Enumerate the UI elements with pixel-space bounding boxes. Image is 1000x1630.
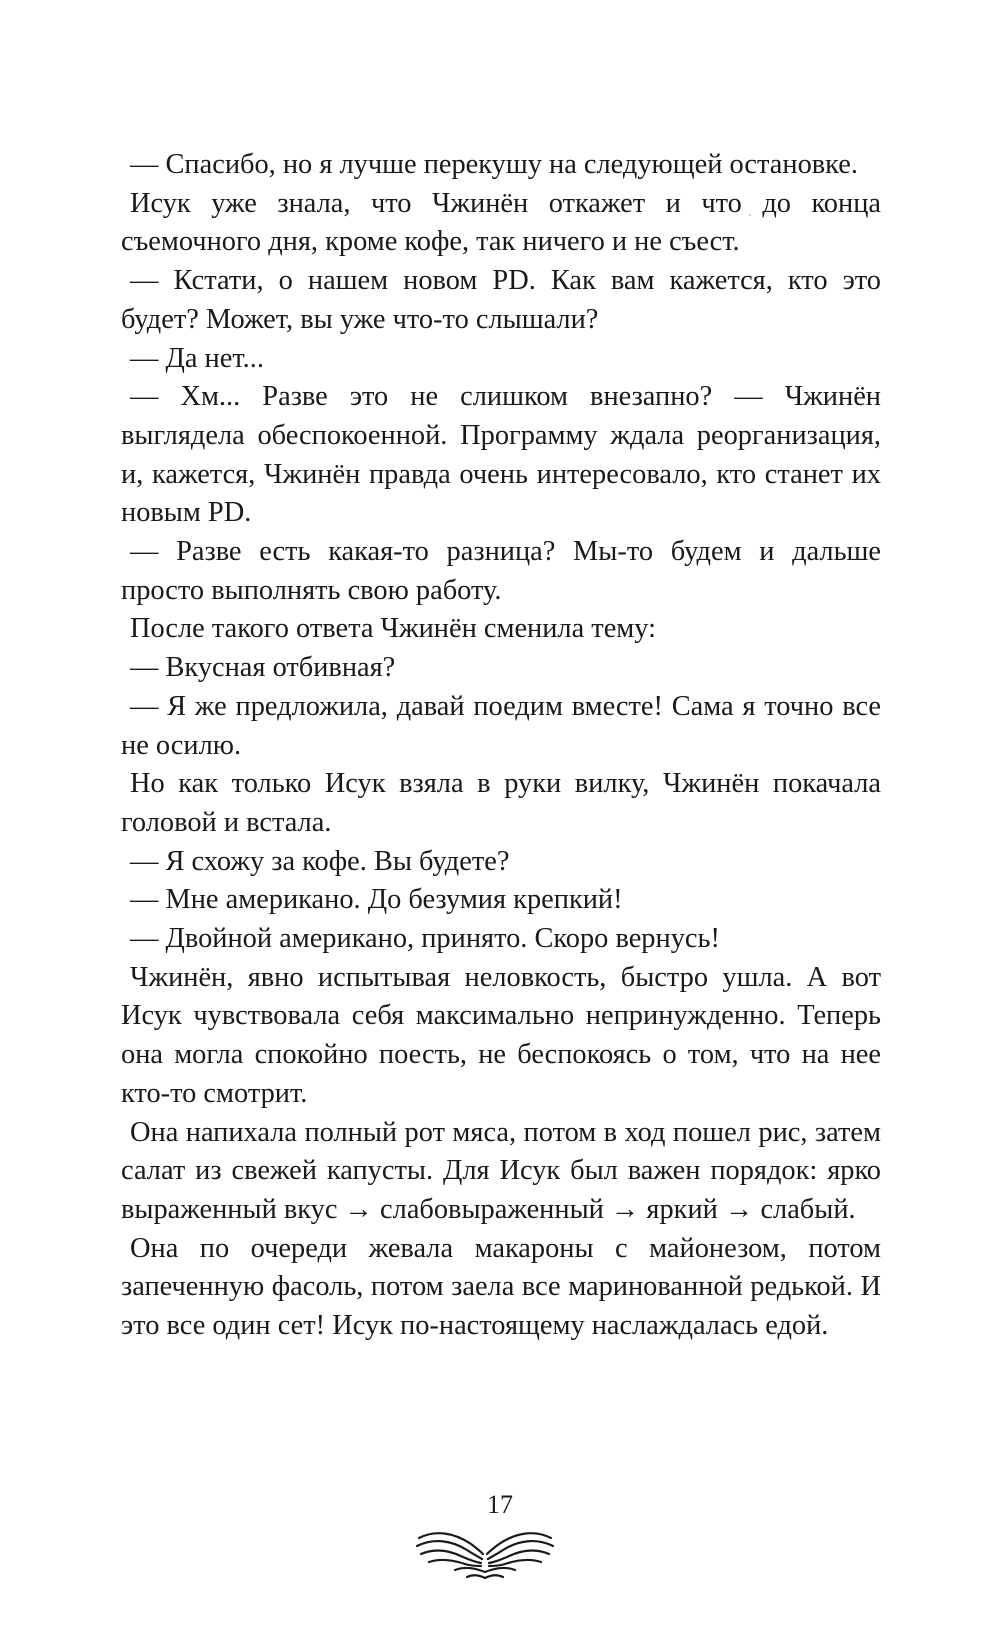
page-number: 17: [487, 1490, 513, 1519]
paragraph: — Двойной американо, принято. Скоро вернусь!: [130, 923, 720, 955]
paragraph: — Спасибо, но я лучше перекушу на следующей остановке.: [130, 149, 858, 180]
paragraph: Исук уже знала, что Чжинён откажет и что до конца съемочного дня, кроме кофе, так ничего и не съест.: [121, 187, 881, 258]
paragraph: — Я схожу за кофе. Вы будете?: [130, 845, 510, 877]
paragraph: После такого ответа Чжинён сменила тему:: [130, 613, 656, 645]
paragraph: — Я же предложила, давай поедим вместе! Сама я точно все не осилю.: [121, 690, 881, 761]
paragraph: Она напихала полный рот мяса, потом в ход пошел рис, затем салат из свежей капусты. Для Исук был важен порядок: ярко выраженный вкус → слабовыраженный → яркий → слабый.: [121, 1116, 881, 1225]
paragraph: Но как только Исук взяла в руки вилку, Чжинён покачала головой и встала.: [121, 768, 881, 838]
paragraph: Она по очереди жевала макароны с майонезом, потом запеченную фасоль, потом заела все маринованной редькой. И это все один сет! Исук по-настоящему наслаждалась едой.: [121, 1232, 881, 1342]
paragraph: — Мне американо. До безумия крепкий!: [130, 884, 623, 916]
body-text: [121, 146, 881, 1346]
paragraph: — Кстати, о нашем новом PD. Как вам кажется, кто это будет? Может, вы уже что-то слышали?: [121, 265, 881, 335]
paragraph: Чжинён, явно испытывая неловкость, быстро ушла. А вот Исук чувствовала себя максимально непринужденно. Теперь она могла спокойно поесть, не беспокоясь о том, что на нее кто-то смотрит.: [121, 961, 881, 1109]
paragraph: — Да нет...: [130, 342, 264, 374]
paragraph: — Хм... Разве это не слишком внезапно? — Чжинён выглядела обеспокоенной. Программу ждала реорганизация, и, кажется, Чжинён правда очень интересовало, кто станет их новым PD.: [121, 381, 881, 529]
wave-ornament-icon: [415, 1524, 555, 1584]
paragraph: — Вкусная отбивная?: [130, 652, 396, 684]
paragraph: — Разве есть какая-то разница? Мы-то будем и дальше просто выполнять свою работу.: [121, 536, 881, 606]
